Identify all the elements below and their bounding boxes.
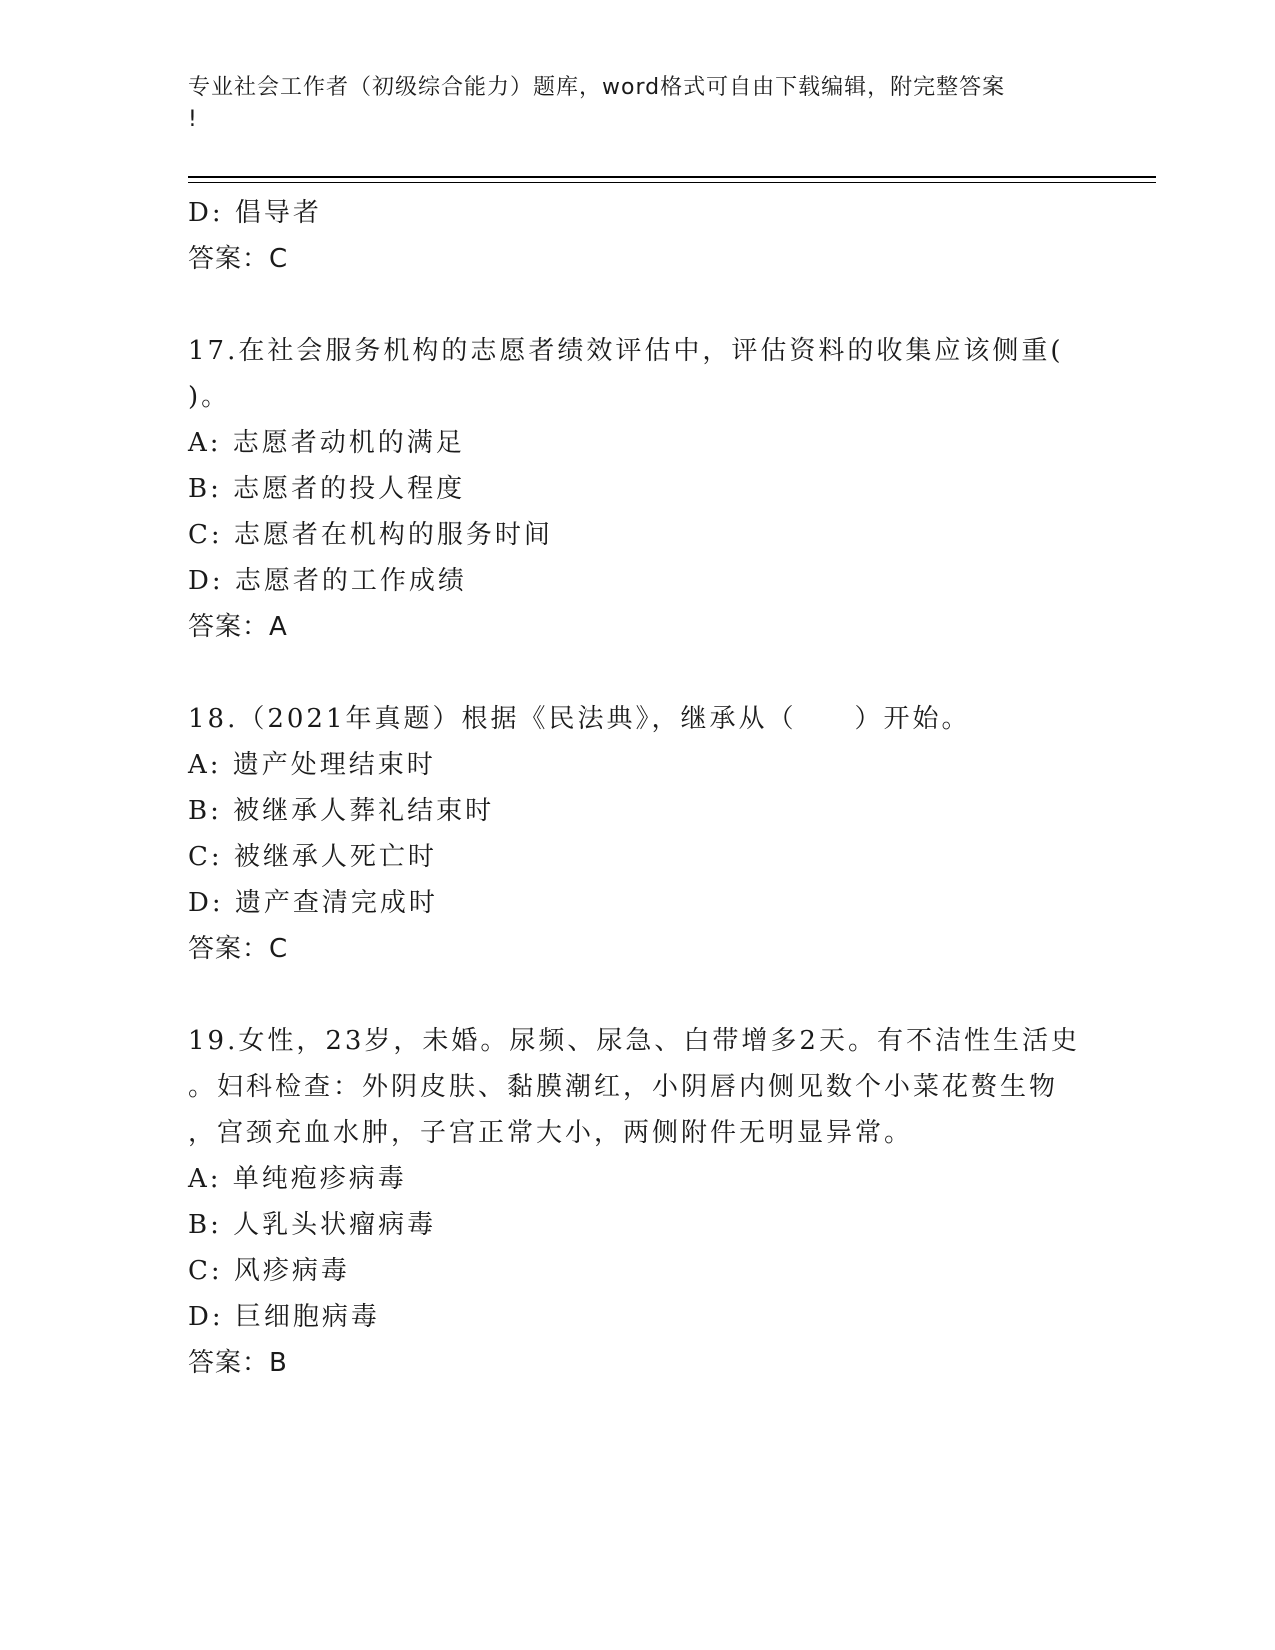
question-content	[188, 190, 1088, 1386]
option-b: B: 人乳头状瘤病毒	[188, 1210, 437, 1240]
previous-question-tail	[188, 190, 1088, 282]
option-d: D: 倡导者	[188, 198, 322, 228]
option-c: C: 风疹病毒	[188, 1256, 350, 1286]
question-stem-line: ，宫颈充血水肿，子宫正常大小，两侧附件无明显异常。	[188, 1118, 914, 1148]
header-divider-thin	[188, 182, 1156, 183]
option-d: D: 遗产查清完成时	[188, 888, 438, 918]
option-c: C: 被继承人死亡时	[188, 842, 437, 872]
option-b: B: 志愿者的投人程度	[188, 474, 466, 504]
answer: 答案：C	[188, 244, 289, 274]
question-19	[188, 1018, 1088, 1386]
question-stem-line: 17.在社会服务机构的志愿者绩效评估中，评估资料的收集应该侧重(	[188, 336, 1064, 366]
question-stem-line: 19.女性，23岁，未婚。尿频、尿急、白带增多2天。有不洁性生活史	[188, 1026, 1080, 1056]
option-d: D: 巨细胞病毒	[188, 1302, 380, 1332]
document-header	[188, 72, 1068, 136]
question-18	[188, 696, 1088, 972]
header-divider-thick	[188, 176, 1156, 178]
answer: 答案：A	[188, 612, 288, 642]
answer: 答案：C	[188, 934, 289, 964]
question-stem-line: 。妇科检查：外阴皮肤、黏膜潮红，小阴唇内侧见数个小菜花赘生物	[188, 1072, 1059, 1102]
question-stem-line: )。	[188, 382, 231, 412]
header-title-line-2: !	[188, 107, 198, 132]
option-d: D: 志愿者的工作成绩	[188, 566, 467, 596]
question-stem-line: 18.（2021年真题）根据《民法典》，继承从（ ）开始。	[188, 704, 971, 734]
option-a: A: 遗产处理结束时	[188, 750, 436, 780]
option-b: B: 被继承人葬礼结束时	[188, 796, 495, 826]
question-17	[188, 328, 1088, 650]
header-title-line-1: 专业社会工作者（初级综合能力）题库，word格式可自由下载编辑，附完整答案	[188, 75, 1006, 100]
answer: 答案：B	[188, 1348, 288, 1378]
option-c: C: 志愿者在机构的服务时间	[188, 520, 553, 550]
option-a: A: 志愿者动机的满足	[188, 428, 465, 458]
option-a: A: 单纯疱疹病毒	[188, 1164, 407, 1194]
